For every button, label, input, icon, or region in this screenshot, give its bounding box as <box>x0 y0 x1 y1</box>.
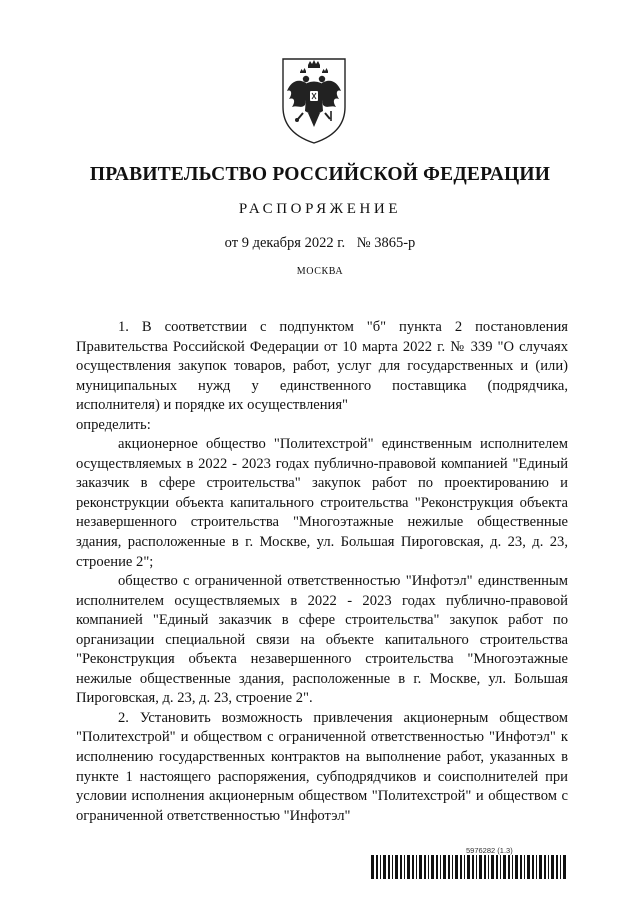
barcode-icon <box>371 855 567 879</box>
document-type: РАСПОРЯЖЕНИЕ <box>238 201 402 217</box>
paragraph-infotel: общество с ограниченной ответственностью "Инфотэл" единственным исполнителем осуществляемых в 2022 - 2023 годах публично-правовой компанией "Единый заказчик в сфере строительства" закупок работ по организации специальной связи на объекте капитального строительства "Реконструкция объекта незавершенного строительства "Многоэтажные нежилые общественные здания, расположенные в г. Москве, ул. Большая Пироговская, д. 23, д. 23, строение 2". <box>76 573 568 707</box>
government-title: ПРАВИТЕЛЬСТВО РОССИЙСКОЙ ФЕДЕРАЦИИ <box>89 164 551 185</box>
document-code: 5976282 (1.3) <box>466 846 513 855</box>
document-date: от 9 декабря 2022 г. <box>224 235 346 251</box>
coat-of-arms-emblem <box>279 55 349 145</box>
paragraph-2: 2. Установить возможность привлечения акционерным обществом "Политехстрой" и обществом с ограниченной ответственностью "Инфотэл" к исполнению государственных контрактов на выполнение работ, указанных в пункте 1 настоящего распоряжения, субподрядчиков и соисполнителей при условии исполнения акционерным обществом "Политехстрой" и обществом с ограниченной ответственностью "Инфотэл" <box>76 709 568 824</box>
document-date-line <box>0 235 640 252</box>
paragraph-1: 1. В соответствии с подпунктом "б" пункта 2 постановления Правительства Российской Федерации от 10 марта 2022 г. № 339 "О случаях осуществления закупок товаров, работ, услуг для государственных и (или) муниципальных нужд у единственного поставщика (подрядчика, исполнителя) и порядке их осуществления" <box>76 319 568 414</box>
paragraph-politehstroy: акционерное общество "Политехстрой" единственным исполнителем осуществляемых в 2022 - 2023 годах публично-правовой компанией "Единый заказчик в сфере строительства" закупок работ по проектированию и реконструкции объекта капитального строительства "Реконструкция объекта незавершенного строительства "Многоэтажные нежилые общественные здания, расположенные в г. Москве, ул. Большая Пироговская, д. 23, д. 23, строение 2"; <box>76 436 568 570</box>
document-number: № 3865-р <box>356 235 416 251</box>
document-city: МОСКВА <box>296 266 344 277</box>
paragraph-determine: определить: <box>76 416 151 433</box>
document-body <box>76 318 568 826</box>
